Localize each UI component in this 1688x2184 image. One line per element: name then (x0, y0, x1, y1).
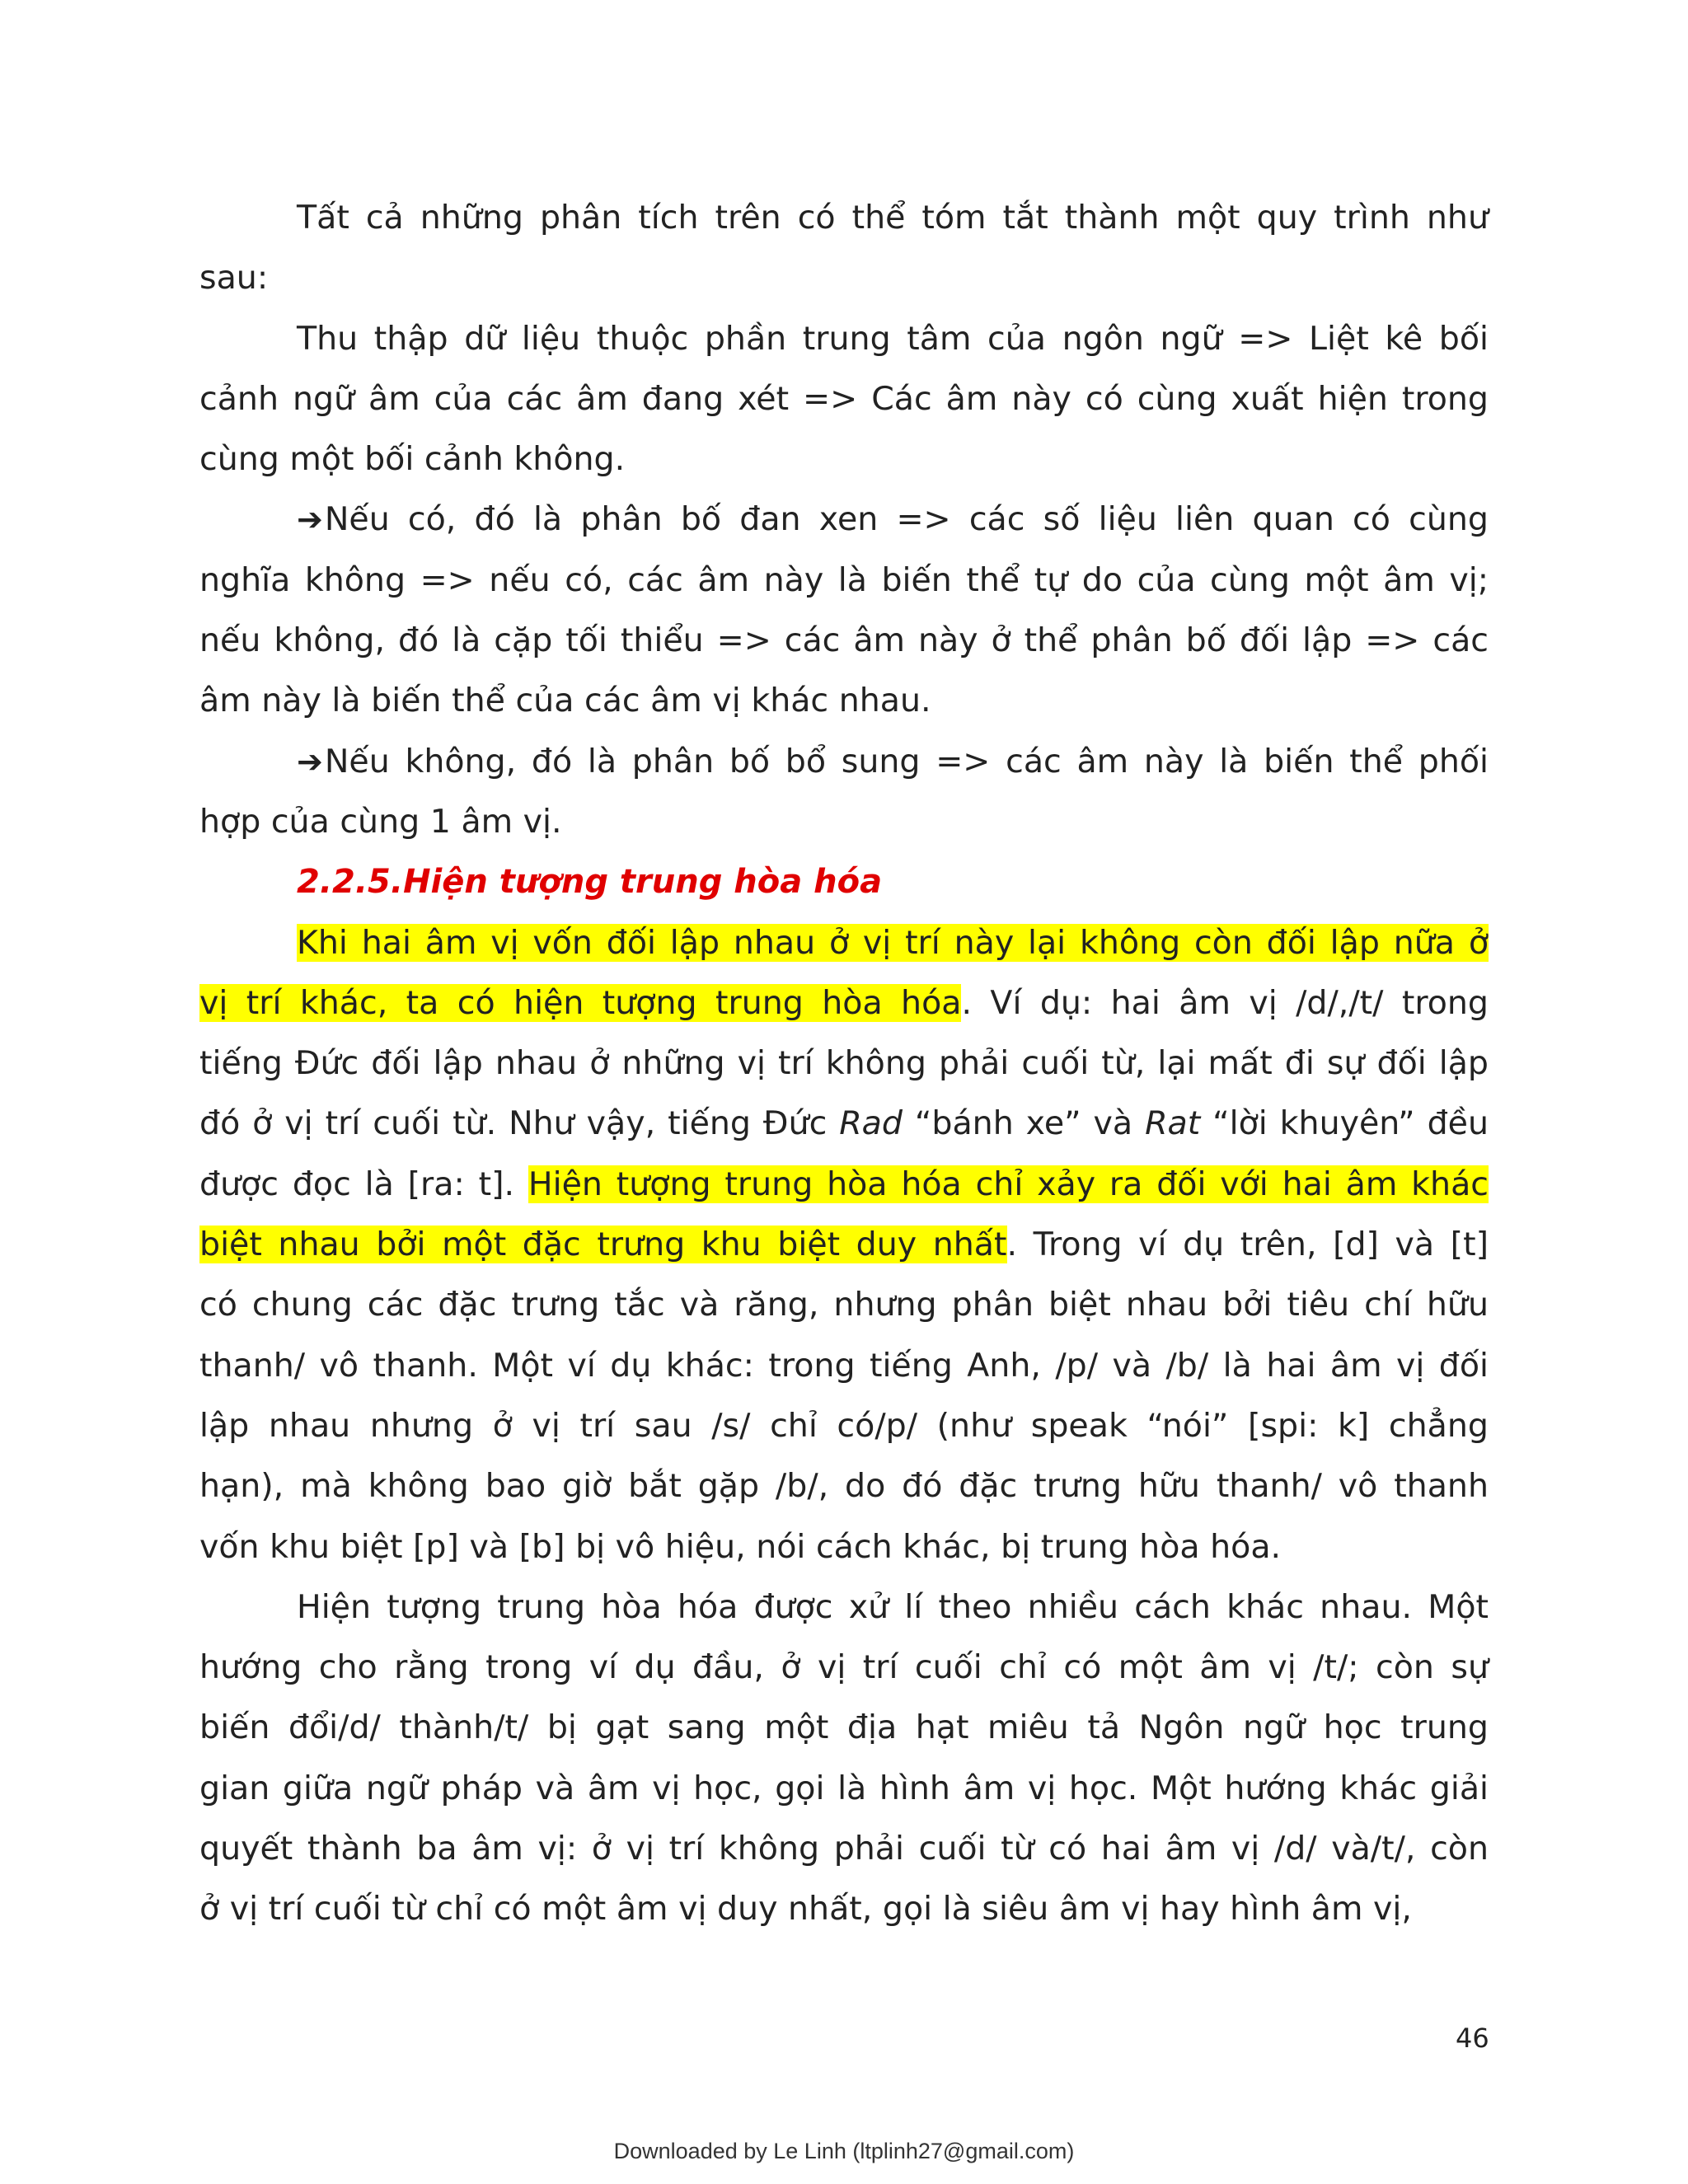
text-line (199, 1759, 1489, 1819)
text-line (199, 369, 1489, 429)
text-line (199, 792, 1489, 852)
paragraph (199, 309, 1489, 490)
paragraph (199, 913, 1489, 1577)
text-line (199, 1336, 1489, 1396)
text-span: gian giữa ngữ pháp và âm vị học, gọi là hình âm vị học. Một hướng khác giải (199, 1769, 1489, 1807)
heading-text: 2.2.5.Hiện tượng trung hòa hóa (297, 863, 883, 902)
text-span: . Trong ví dụ trên, [d] và [t] (1006, 1226, 1489, 1264)
text-line (199, 551, 1489, 611)
text-line (199, 1094, 1489, 1154)
arrow-icon: ➔ (297, 501, 323, 538)
text-line (199, 1819, 1489, 1879)
text-line (199, 1396, 1489, 1456)
text-span: ở vị trí cuối từ chỉ có một âm vị duy nhất, gọi là siêu âm vị hay hình âm vị, (199, 1890, 1412, 1929)
text-span: cảnh ngữ âm của các âm đang xét => Các âm này có cùng xuất hiện trong (199, 379, 1489, 418)
text-span: đó ở vị trí cuối từ. Như vậy, tiếng Đức (199, 1104, 840, 1143)
text-body (199, 188, 1489, 1940)
paragraph (199, 1577, 1489, 1940)
text-span: Thu thập dữ liệu thuộc phần trung tâm của ngôn ngữ => Liệt kê bối (297, 319, 1489, 358)
section-heading (199, 852, 1489, 912)
italic-term: Rad (839, 1104, 903, 1143)
text-span: Nếu có, đó là phân bố đan xen => các số liệu liên quan có cùng (324, 500, 1489, 539)
text-line (199, 973, 1489, 1033)
text-line (199, 309, 1489, 369)
text-line (199, 671, 1489, 731)
text-line (199, 611, 1489, 671)
text-span: “lời khuyên” đều (1200, 1104, 1489, 1143)
download-footer: Downloaded by Le Linh (ltplinh27@gmail.com) (613, 2139, 1075, 2163)
text-span: hạn), mà không bao giờ bắt gặp /b/, do đó đặc trưng hữu thanh/ vô thanh (199, 1467, 1489, 1506)
page-body (199, 188, 1489, 1940)
text-line (199, 1698, 1489, 1758)
text-line (199, 1879, 1489, 1939)
text-line (199, 732, 1489, 792)
text-span: vốn khu biệt [p] và [b] bị vô hiệu, nói cách khác, bị trung hòa hóa. (199, 1527, 1282, 1566)
text-span: thanh/ vô thanh. Một ví dụ khác: trong tiếng Anh, /p/ và /b/ là hai âm vị đối (199, 1346, 1489, 1385)
text-span: “bánh xe” và (902, 1104, 1146, 1143)
text-span: . Ví dụ: hai âm vị /d/,/t/ trong (961, 983, 1489, 1022)
text-span: quyết thành ba âm vị: ở vị trí không phải cuối từ có hai âm vị /d/ và/t/, còn (199, 1830, 1489, 1868)
text-span: tiếng Đức đối lập nhau ở những vị trí không phải cuối từ, lại mất đi sự đối lập (199, 1044, 1489, 1083)
text-span: được đọc là [ra: t]. (199, 1165, 528, 1203)
text-line (199, 490, 1489, 550)
text-line (199, 1577, 1489, 1638)
text-span: sau: (199, 259, 269, 298)
highlighted-text: vị trí khác, ta có hiện tượng trung hòa hóa (199, 983, 962, 1022)
text-span: nghĩa không => nếu có, các âm này là biến thể tự do của cùng một âm vị; (199, 560, 1489, 599)
paragraph (199, 188, 1489, 309)
highlighted-text: Hiện tượng trung hòa hóa chỉ xảy ra đối với hai âm khác (528, 1165, 1489, 1203)
text-span: lập nhau nhưng ở vị trí sau /s/ chỉ có/p/ (như speak “nói” [spi: k] chẳng (199, 1406, 1489, 1445)
text-line (199, 1033, 1489, 1094)
text-span: Tất cả những phân tích trên có thể tóm tắt thành một quy trình như (297, 199, 1489, 237)
text-span: hướng cho rằng trong ví dụ đầu, ở vị trí cuối chỉ có một âm vị /t/; còn sự (199, 1648, 1489, 1687)
arrow-icon: ➔ (297, 743, 323, 780)
text-span: có chung các đặc trưng tắc và răng, nhưng phân biệt nhau bởi tiêu chí hữu (199, 1286, 1489, 1324)
text-span: nếu không, đó là cặp tối thiểu => các âm này ở thể phân bố đối lập => các (199, 621, 1489, 660)
text-line (199, 1155, 1489, 1215)
text-span: Nếu không, đó là phân bố bổ sung => các âm này là biến thể phối (324, 742, 1489, 780)
text-line (199, 1638, 1489, 1698)
text-span: âm này là biến thể của các âm vị khác nhau. (199, 682, 931, 720)
text-span: biến đổi/d/ thành/t/ bị gạt sang một địa hạt miêu tả Ngôn ngữ học trung (199, 1708, 1489, 1747)
paragraph (199, 490, 1489, 731)
text-line (199, 913, 1489, 973)
text-line (199, 852, 1489, 912)
text-line (199, 1456, 1489, 1516)
text-line (199, 248, 1489, 308)
highlighted-text: biệt nhau bởi một đặc trưng khu biệt duy nhất (199, 1226, 1007, 1264)
text-line (199, 1517, 1489, 1577)
highlighted-text: Khi hai âm vị vốn đối lập nhau ở vị trí này lại không còn đối lập nữa ở (297, 923, 1489, 962)
text-span: Hiện tượng trung hòa hóa được xử lí theo nhiều cách khác nhau. Một (297, 1587, 1489, 1626)
paragraph (199, 732, 1489, 853)
italic-term: Rat (1145, 1104, 1201, 1143)
page-number: 46 (1456, 2022, 1489, 2054)
text-line (199, 1215, 1489, 1275)
text-span: cùng một bối cảnh không. (199, 440, 626, 479)
text-span: hợp của cùng 1 âm vị. (199, 802, 562, 841)
text-line (199, 1275, 1489, 1335)
text-line (199, 429, 1489, 490)
text-line (199, 188, 1489, 248)
